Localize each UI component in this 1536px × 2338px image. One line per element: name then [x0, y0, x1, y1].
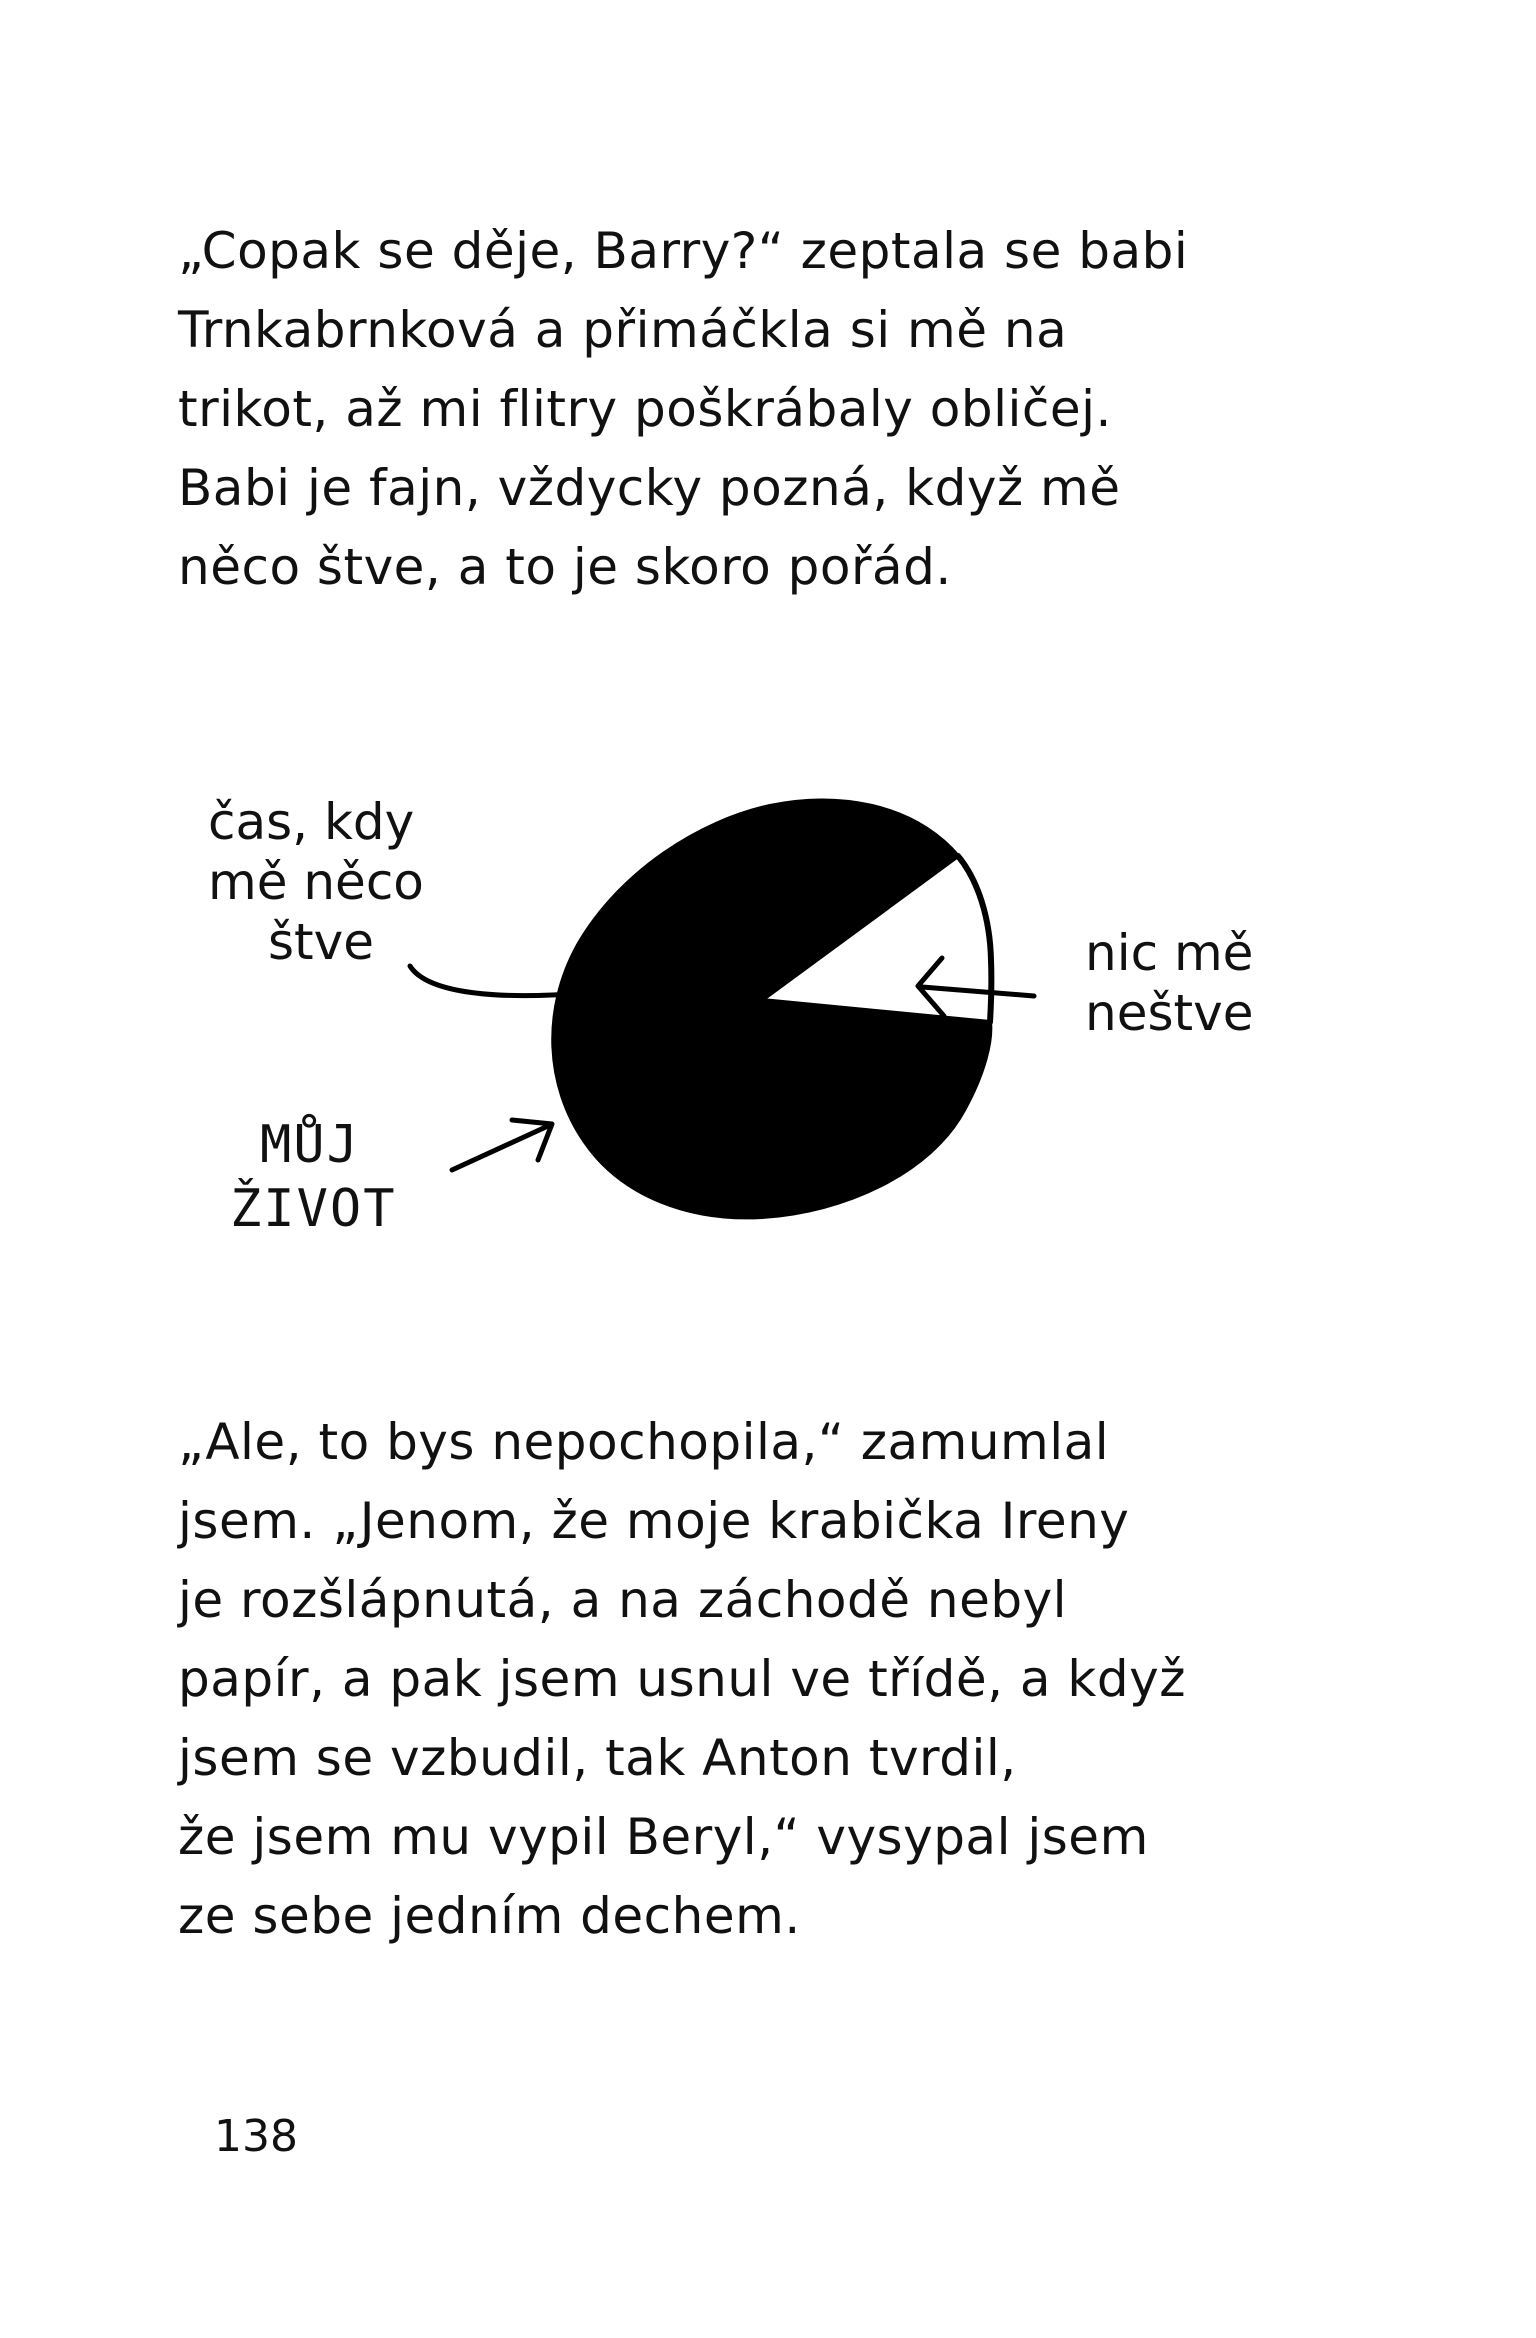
- paragraph-1-line: Babi je fajn, vždycky pozná, když mě: [178, 459, 1121, 517]
- paragraph-2-line: jsem. „Jenom, že moje krabička Ireny: [178, 1492, 1130, 1550]
- label-not-annoyed: [1085, 923, 1253, 1043]
- label-annoyed: [208, 792, 424, 972]
- label-annoyed-line: mě něco: [208, 853, 424, 911]
- pie-slice-not-annoyed-outline: [958, 856, 991, 1022]
- paragraph-2-line: ze sebe jedním dechem.: [178, 1887, 801, 1945]
- label-my-life: [230, 1113, 397, 1241]
- pie-slice-annoyed: [553, 800, 990, 1217]
- paragraph-1-line: trikot, až mi flitry poškrábaly obličej.: [178, 380, 1112, 438]
- label-not-annoyed-line: nic mě: [1085, 924, 1254, 982]
- page-number: 138: [214, 2111, 298, 2162]
- paragraph-1-line: něco štve, a to je skoro pořád.: [178, 538, 952, 596]
- label-annoyed-line: štve: [268, 913, 375, 971]
- paragraph-2-line: „Ale, to bys nepochopila,“ zamumlal: [178, 1413, 1110, 1471]
- paragraph-2: [178, 1403, 1186, 1956]
- label-not-annoyed-line: neštve: [1085, 984, 1254, 1042]
- paragraph-1-line: „Copak se děje, Barry?“ zeptala se babi: [178, 222, 1189, 280]
- label-my-life-line: MŮJ: [260, 1115, 360, 1175]
- paragraph-1-line: Trnkabrnková a přimáčkla si mě na: [178, 301, 1068, 359]
- arrow-shaft-my-life: [452, 1126, 548, 1170]
- label-annoyed-line: čas, kdy: [208, 793, 415, 851]
- arrow-shaft-not-annoyed: [922, 987, 1034, 996]
- paragraph-2-line: papír, a pak jsem usnul ve třídě, a když: [178, 1650, 1186, 1708]
- paragraph-2-line: že jsem mu vypil Beryl,“ vysypal jsem: [178, 1808, 1149, 1866]
- paragraph-2-line: jsem se vzbudil, tak Anton tvrdil,: [178, 1729, 1017, 1787]
- paragraph-2-line: je rozšlápnutá, a na záchodě nebyl: [178, 1571, 1068, 1629]
- label-my-life-line: ŽIVOT: [230, 1179, 397, 1239]
- paragraph-1: [178, 212, 1188, 607]
